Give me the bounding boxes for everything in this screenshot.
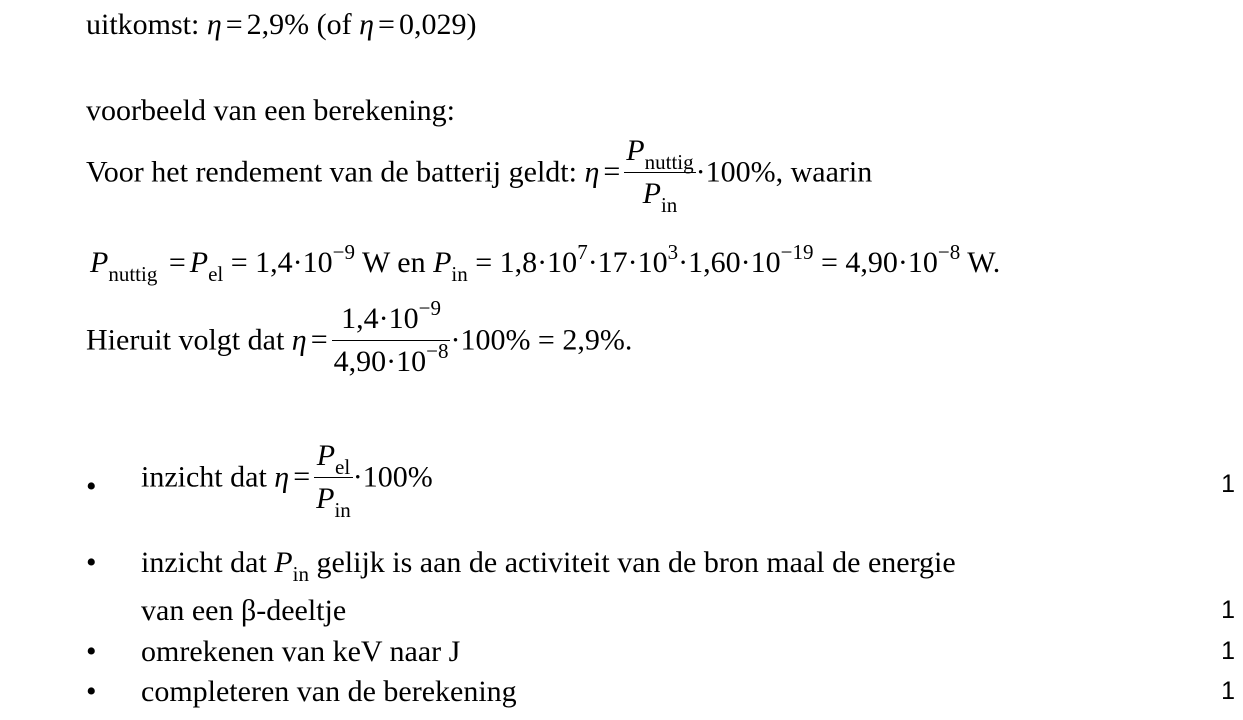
fraction-denominator-p: P: [642, 177, 661, 210]
fraction-numerator-sub: nuttig: [644, 150, 694, 174]
formula-factor: ·100%,: [695, 155, 784, 189]
criterion-bullet: •: [86, 635, 97, 668]
criterion-bullet: •: [86, 470, 97, 503]
criterion-fraction: [314, 438, 353, 522]
outcome-label: uitkomst:: [86, 8, 200, 41]
p-in-sub: in: [292, 562, 309, 586]
criterion-1: inzicht dat η = $\frac{P_{el}}{P_{in}}$ ·100%: [141, 439, 433, 522]
value-energy: ·17·10: [587, 246, 668, 279]
value-energy-exp: 3: [667, 240, 679, 264]
eta-symbol: η: [291, 323, 307, 357]
result-tail: ·100% = 2,9%.: [450, 323, 633, 357]
criterion-text: inzicht dat: [141, 460, 267, 494]
fraction-denominator-p: P: [316, 482, 335, 515]
p-nuttig-sub: nuttig: [108, 262, 158, 286]
value-activity-exp: 7: [577, 240, 588, 264]
outcome-alt-open: (of: [316, 8, 352, 41]
eta-symbol: η: [274, 460, 290, 494]
conjunction: en: [397, 246, 426, 279]
eta-symbol: η: [584, 155, 600, 189]
p-in-sub: in: [451, 262, 468, 286]
result-line: Hieruit volgt dat η = $\frac{1,4\cdot 10^{-9}}{4,90\cdot 10^{-8}}$ ·100% = 2,9%.: [86, 296, 633, 378]
fraction-numerator-p: P: [316, 439, 336, 472]
value-p-in-exp: −8: [937, 240, 961, 264]
result-denominator-exp: −8: [426, 339, 449, 363]
eta-symbol: η: [359, 8, 375, 41]
formula-after: waarin: [790, 155, 873, 189]
efficiency-fraction: [624, 133, 695, 217]
value-p-in: = 4,90·10: [821, 246, 938, 279]
outcome-decimal: 0,029): [398, 8, 477, 41]
value-charge: ·1,60·10: [678, 246, 781, 279]
criterion-score: 1: [1221, 677, 1235, 705]
result-denominator: 4,90·10: [333, 345, 427, 378]
result-text: Hieruit volgt dat: [86, 323, 285, 357]
p-in: P: [274, 546, 293, 579]
fraction-numerator-p: P: [626, 134, 645, 167]
eta-symbol: η: [206, 8, 222, 41]
outcome-percent: 2,9%: [246, 8, 310, 41]
criterion-score: 1: [1221, 596, 1235, 624]
example-heading: voorbeeld van een berekening:: [86, 94, 456, 127]
criterion-score: 1: [1221, 470, 1235, 498]
result-fraction: [332, 296, 451, 380]
criterion-factor: ·100%: [352, 460, 433, 494]
criterion-score: 1: [1221, 637, 1235, 665]
efficiency-formula-line: Voor het rendement van de batterij geldt: η = $\frac{P_{nuttig}}{P_{in}}$ ·100%, waarin: [86, 134, 873, 217]
unit-w-end: W.: [967, 246, 1001, 279]
result-numerator-exp: −9: [418, 296, 441, 320]
p-el: P: [189, 246, 209, 279]
criterion-2-line-1: [141, 546, 956, 586]
criterion-2-line-2: van een β-deeltje: [141, 594, 347, 627]
p-el-sub: el: [208, 262, 224, 286]
result-numerator: 1,4·10: [341, 302, 419, 335]
value-p-el-exp: −9: [332, 240, 356, 264]
formula-intro-text: Voor het rendement van de batterij geldt:: [86, 155, 577, 189]
criterion-4: completeren van de berekening: [141, 675, 517, 708]
value-p-el: = 1,4·10: [230, 246, 333, 279]
values-line: $P_{nuttig} = P_{el} = 1,4\cdot 10^{-9}$ W en $P_{in} = 1,8\cdot 10^7\cdot 17\cdot 10^3\cdot 1,60\cdot 10^{-19} = 4,90\cdot 10^{-8}$ W.: [90, 240, 1001, 286]
outcome-line: uitkomst: η = 2,9% (of η = 0,029): [86, 8, 477, 41]
p-nuttig: P: [90, 246, 109, 279]
criterion-bullet: •: [86, 675, 97, 708]
fraction-numerator-sub: el: [335, 455, 351, 479]
value-activity: = 1,8·10: [475, 246, 578, 279]
criterion-text: inzicht dat: [141, 546, 267, 579]
p-in: P: [433, 246, 452, 279]
value-charge-exp: −19: [780, 240, 814, 264]
fraction-denominator-sub: in: [660, 193, 678, 217]
criterion-3: omrekenen van keV naar J: [141, 635, 461, 668]
criterion-bullet: •: [86, 546, 97, 579]
unit-w: W: [361, 246, 390, 279]
fraction-denominator-sub: in: [334, 498, 351, 522]
criterion-text-continued: gelijk is aan de activiteit van de bron maal de energie: [316, 546, 956, 579]
